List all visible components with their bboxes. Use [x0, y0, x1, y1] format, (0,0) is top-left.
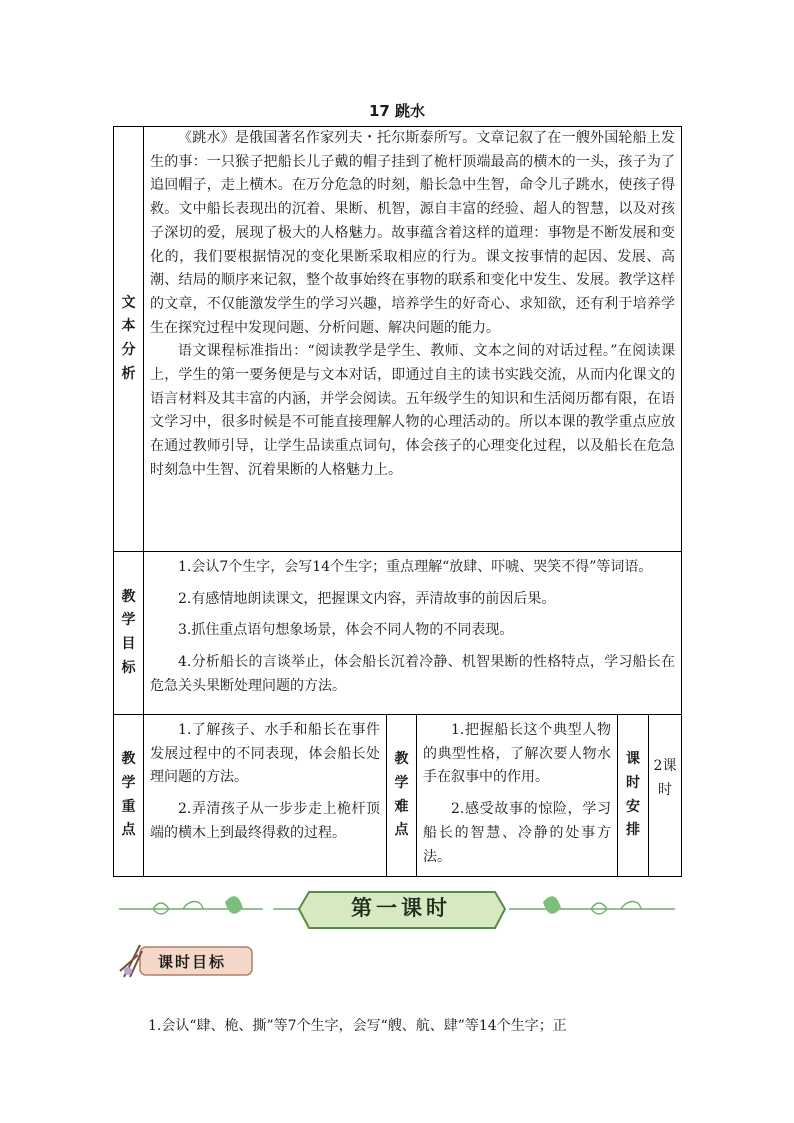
- key-points-header: 教 学 重 点: [114, 715, 144, 877]
- key-points-cell: [144, 715, 387, 877]
- left-vine-ornament: [119, 902, 303, 915]
- schedule-header: 课 时 安 排: [618, 715, 649, 877]
- difficult-points-header: 教 学 难 点: [387, 715, 417, 877]
- key-point-item: 1.了解孩子、水手和船长在事件发展过程中的不同表现，体会船长处理问题的方法。: [150, 722, 380, 786]
- difficult-point-item: 1.把握船长这个典型人物的典型性格，了解次要人物水手在叙事中的作用。: [423, 722, 611, 786]
- leaf-icon: [543, 896, 561, 914]
- key-point-item: 2.弄清孩子从一步步走上桅杆顶端的横木上到最终得救的过程。: [150, 801, 380, 841]
- lesson-goal-text: 1.会认“肆、桅、撕”等7个生字，会写“艘、航、肆”等14个生字；正: [148, 1018, 567, 1034]
- goal-item: 2.有感情地朗读课文，把握课文内容，弄清故事的前因后果。: [178, 590, 556, 607]
- goals-cell: [144, 552, 682, 715]
- analysis-paragraph: 《跳水》是俄国著名作家列夫・托尔斯泰所写。文章记叙了在一艘外国轮船上发生的事：一只猴子把船长儿子戴的帽子挂到了桅杆顶端最高的横木的一头，孩子为了追回帽子，走上横木。在万分危急的时刻，船长急中生智，命令儿子跳水，使孩子得救。文中船长表现出的沉着、果断、机智，源自丰富的经验、超人的智慧，以及对孩子深切的爱，展现了极大的人格魅力。故事蕴含着这样的道理：事物是不断发展和变化的，我们要根据情况的变化果断采取相应的行为。课文按事情的起因、发展、高潮、结局的顺序来记叙，整个故事始终在事物的联系和变化中发生、发展。教学这样的文章，不仅能激发学生的学习兴趣，培养学生的好奇心、求知欲，还有利于培养学生在探究过程中发现问题、分析问题、解决问题的能力。: [150, 130, 676, 336]
- lesson-table: [113, 126, 682, 877]
- goals-header: 教 学 目 标: [114, 552, 144, 715]
- goals-row: [114, 552, 682, 715]
- section-title: 第一课时: [351, 896, 451, 920]
- difficult-point-item: 2.感受故事的惊险，学习船长的智慧、冷静的处事方法。: [423, 801, 611, 865]
- analysis-row: [114, 127, 682, 552]
- leaf-icon: [225, 896, 243, 914]
- lesson-goal-label: 课时目标: [158, 953, 227, 971]
- goal-item: 3.抓住重点语句想象场景，体会不同人物的不同表现。: [178, 622, 514, 639]
- page-title: 17 跳水: [368, 102, 426, 120]
- analysis-header: 文 本 分 析: [114, 127, 144, 552]
- flower-icon: [124, 967, 132, 975]
- schedule-value: 2课时: [649, 715, 682, 877]
- key-row: [114, 715, 682, 877]
- analysis-cell: [144, 127, 682, 552]
- analysis-paragraph: 语文课程标准指出：“阅读教学是学生、教师、文本之间的对话过程。”在阅读课上，学生的第一要务便是与文本对话，即通过自主的读书实践交流，从而内化课文的语言材料及其丰富的内涵，并学会阅读。五年级学生的知识和生活阅历都有限，在语文学习中，很多时候是不可能直接理解人物的心理活动的。所以本课的教学重点应放在通过教师引导，让学生品读重点词句，体会孩子的心理变化过程，以及船长在危急时刻急中生智、沉着果断的人格魅力上。: [150, 343, 676, 478]
- difficult-points-cell: [417, 715, 618, 877]
- right-vine-ornament: [509, 902, 675, 915]
- goal-item: 4.分析船长的言谈举止，体会船长沉着冷静、机智果断的性格特点，学习船长在危急关头果断处理问题的方法。: [150, 654, 676, 694]
- goal-item: 1.会认7个生字，会写14个生字；重点理解“放肆、吓唬、哭笑不得”等词语。: [178, 559, 653, 575]
